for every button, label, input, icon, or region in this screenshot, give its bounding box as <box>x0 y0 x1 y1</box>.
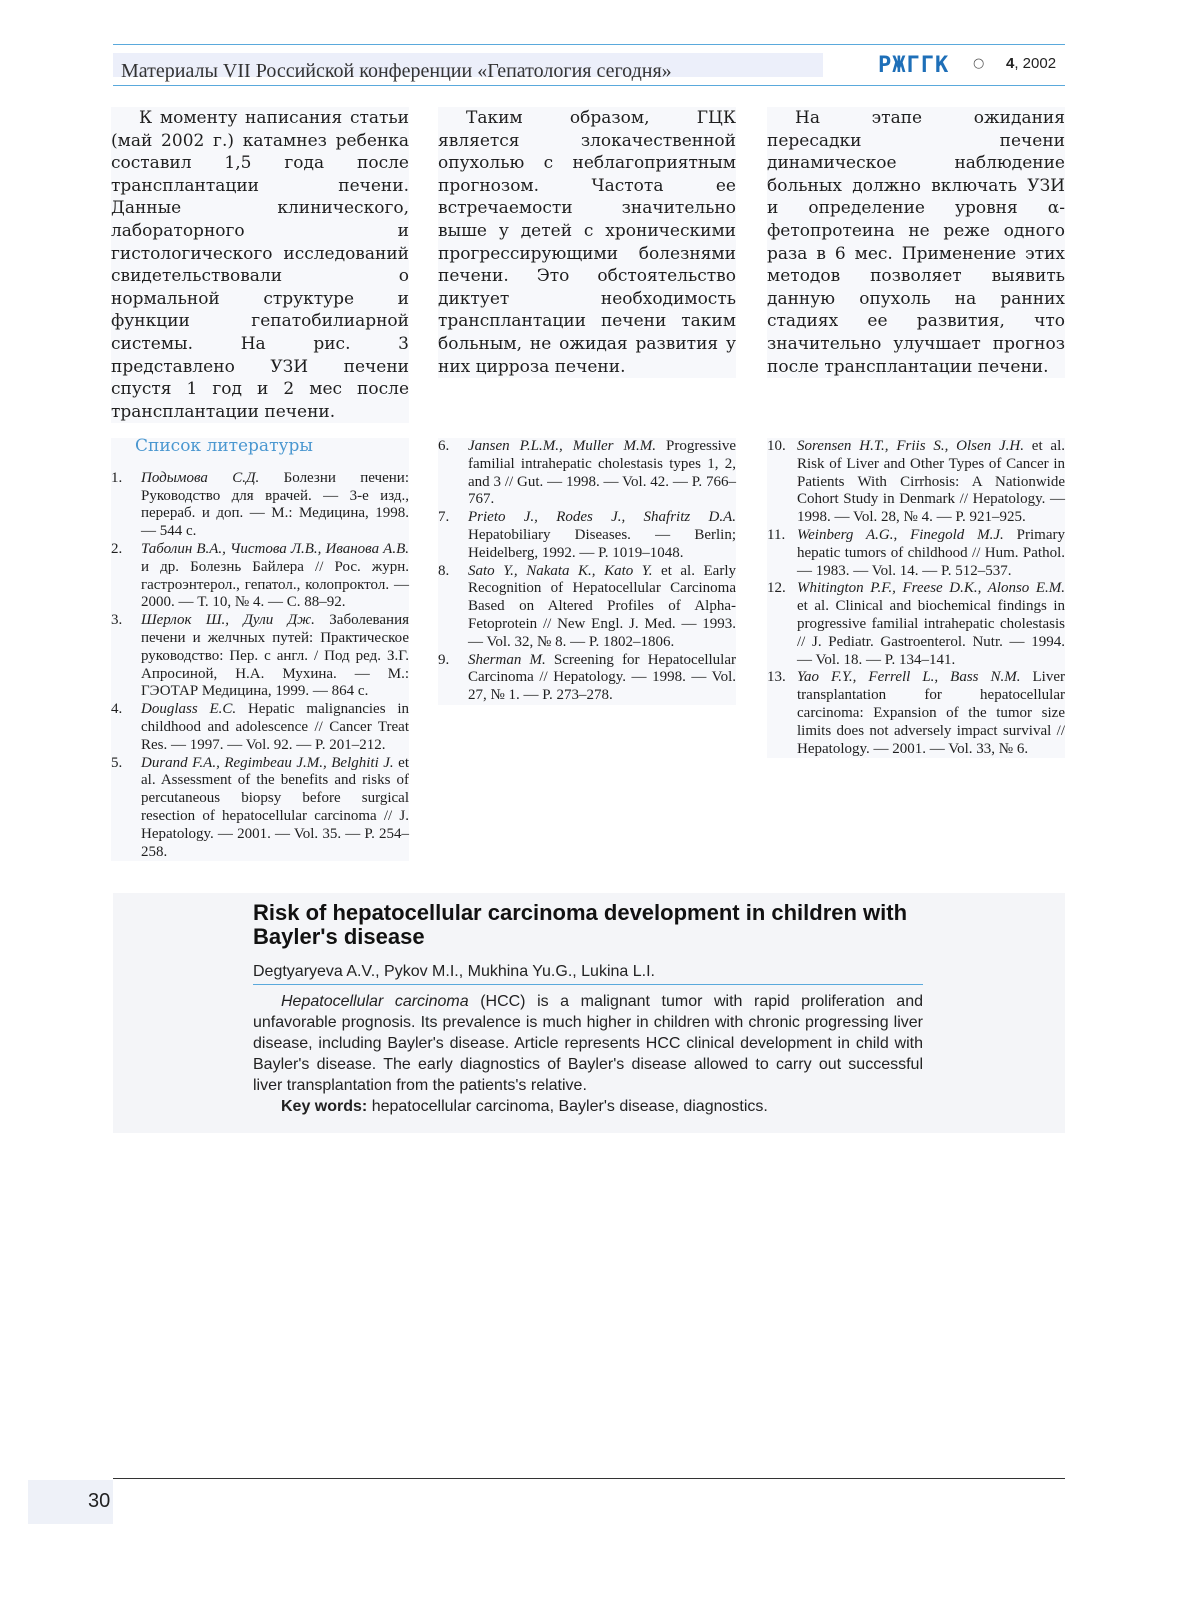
issue-year: , 2002 <box>1014 55 1057 72</box>
reference-item <box>111 470 409 541</box>
body-paragraph: На этапе ожидания пересадки печени динамическое наблюдение больных должно включать УЗИ и определение уровня α-фетопротеина не реже одного раза в 6 мес. Применение этих методов позволяет выявить данную опухоль на ранних стадиях ее развития, что значительно улучшает прогноз после трансплантации печени. <box>767 108 1065 377</box>
reference-text: et al. Clinical and biochemical findings in progressive familial intrahepatic cholestasis // J. Pediatr. Gastroenterol. Nutr. — 1994. — Vol. 18. — P. 134–141. <box>797 598 1065 668</box>
footer-rule <box>113 1478 1065 1479</box>
reference-item <box>111 755 409 862</box>
reference-authors: Sato Y., Nakata K., Kato Y. <box>468 562 653 579</box>
reference-text: и др. Болезнь Байлера // Рос. журн. гастроэнтерол., гепатол., колопроктол. — 2000. — Т. 10, № 4. — С. 88–92. <box>141 558 409 611</box>
reference-item <box>767 527 1065 580</box>
reference-authors: Durand F.A., Regimbeau J.M., Belghiti J. <box>141 754 394 771</box>
body-column-3 <box>767 107 1065 378</box>
reference-number: 10. <box>767 438 786 454</box>
reference-list <box>111 470 409 862</box>
reference-number: 1. <box>111 469 123 486</box>
reference-authors: Sorensen H.T., Friis S., Olsen J.H. <box>797 438 1024 454</box>
abstract-text <box>253 991 923 1096</box>
abstract-keywords <box>253 1096 923 1117</box>
reference-number: 3. <box>111 612 123 629</box>
reference-authors: Whitington P.F., Freese D.K., Alonso E.M. <box>797 580 1065 597</box>
references-heading: Список литературы <box>135 436 313 456</box>
reference-item <box>438 509 736 562</box>
reference-text: Hepatic malignancies in childhood and adolescence // Cancer Treat Res. — 1997. — Vol. 92. — P. 201–212. <box>141 701 410 753</box>
bullet-icon: ○ <box>973 56 985 71</box>
reference-text: Primary hepatic tumors of childhood // Hum. Pathol. — 1983. — Vol. 14. — P. 512–537. <box>797 526 1065 579</box>
reference-number: 9. <box>438 651 450 668</box>
reference-authors: Jansen P.L.M., Muller M.M. <box>468 438 656 454</box>
reference-number: 7. <box>438 509 450 526</box>
references-column-3 <box>767 438 1065 758</box>
reference-item <box>438 652 736 705</box>
reference-item <box>111 701 409 754</box>
reference-number: 5. <box>111 754 123 771</box>
body-paragraph: К моменту написания статьи (май 2002 г.) катамнез ребенка составил 1,5 года после трансплантации печени. Данные клинического, лабораторного и гистологического исследований свидетельствовали о нормальной структуре и функции гепатобилиарной системы. На рис. 3 представлено УЗИ печени спустя 1 год и 2 мес после трансплантации печени. <box>111 108 409 422</box>
keywords-label: Key words: <box>281 1098 368 1115</box>
reference-text: Progressive familial intrahepatic cholestasis types 1, 2, and 3 // Gut. — 1998. — Vol. 42. — P. 766–767. <box>468 438 736 508</box>
reference-number: 13. <box>767 669 786 686</box>
reference-text: et al. Early Recognition of Hepatocellular Carcinoma Based on Altered Profiles of Alpha-Fetoprotein // New Engl. J. Med. — 1993. — Vol. 32, № 8. — P. 1802–1806. <box>468 562 736 650</box>
page-number: 30 <box>88 1490 111 1512</box>
abstract-title: Risk of hepatocellular carcinoma development in children with Bayler's disease <box>253 900 908 949</box>
reference-authors: Yao F.Y., Ferrell L., Bass N.M. <box>797 669 1021 686</box>
body-column-1 <box>111 107 409 423</box>
abstract-lead: Hepatocellular carcinoma <box>281 993 469 1010</box>
body-column-2 <box>438 107 736 378</box>
reference-item <box>767 438 1065 527</box>
reference-authors: Prieto J., Rodes J., Shafritz D.A. <box>468 509 736 526</box>
keywords-text: hepatocellular carcinoma, Bayler's disease, diagnostics. <box>367 1098 768 1115</box>
conference-title: Материалы VII Российской конференции «Гепатология сегодня» <box>121 60 672 82</box>
reference-text: Hepatobiliary Diseases. — Berlin; Heidelberg, 1992. — P. 1019–1048. <box>468 526 736 561</box>
reference-authors: Шерлок Ш., Дули Дж. <box>141 612 315 629</box>
reference-number: 4. <box>111 701 123 718</box>
english-abstract <box>113 893 1065 1133</box>
reference-number: 11. <box>767 526 786 543</box>
reference-item <box>111 612 409 701</box>
reference-authors: Douglass E.C. <box>141 701 237 718</box>
reference-number: 6. <box>438 438 450 454</box>
reference-text: Болезни печени: Руководство для врачей. — 3-е изд., перераб. и доп. — М.: Медицина, 1998. — 544 с. <box>141 469 409 540</box>
header-band <box>113 53 823 82</box>
reference-text: Liver transplantation for hepatocellular carcinoma: Expansion of the tumor size limits does not adversely impact survival // Hepatology. — 2001. — Vol. 33, № 6. <box>797 669 1065 757</box>
reference-item <box>767 669 1065 758</box>
reference-list <box>767 438 1065 758</box>
reference-authors: Weinberg A.G., Finegold M.J. <box>797 526 1004 543</box>
reference-number: 12. <box>767 580 786 597</box>
issue-info <box>1006 55 1056 72</box>
reference-authors: Sherman M. <box>468 651 546 668</box>
reference-item <box>438 563 736 652</box>
issue-number: 4 <box>1006 55 1015 72</box>
reference-number: 8. <box>438 562 450 579</box>
running-header <box>113 44 1065 86</box>
body-paragraph: Таким образом, ГЦК является злокачественной опухолью с неблагоприятным прогнозом. Частота ее встречаемости значительно выше у детей с хроническими прогрессирующими болезнями печени. Это обстоятельство диктует необходимость трансплантации печени таким больным, не ожидая развития у них цирроза печени. <box>438 108 736 377</box>
reference-item <box>438 438 736 509</box>
abstract-content <box>253 901 923 1117</box>
journal-logo: РЖГГК <box>878 53 950 78</box>
abstract-body: (HCC) is a malignant tumor with rapid proliferation and unfavorable prognosis. Its prevalence is much higher in children with chronic progressing liver disease, including Bayler's disease. Article represents HCC clinical development in child with Bayler's disease. The early diagnostics of Bayler's disease allowed to carry out successful liver transplantation from the patients's relative. <box>253 993 923 1094</box>
references-column-1 <box>111 438 409 861</box>
reference-number: 2. <box>111 540 123 557</box>
reference-authors: Таболин В.А., Чистова Л.В., Иванова А.В. <box>141 540 409 557</box>
reference-item <box>111 541 409 612</box>
reference-text: et al. Assessment of the benefits and risks of percutaneous biopsy before surgical resection of hepatocellular carcinoma // J. Hepatology. — 2001. — Vol. 35. — P. 254–258. <box>141 754 409 860</box>
references-column-2 <box>438 438 736 705</box>
reference-text: et al. Risk of Liver and Other Types of Cancer in Patients With Cirrhosis: A Nationwide Cohort Study in Denmark // Hepatology. — 1998. — Vol. 28, № 4. — P. 921–925. <box>797 438 1065 526</box>
reference-list <box>438 438 736 705</box>
reference-authors: Подымова С.Д. <box>141 469 260 486</box>
reference-text: Screening for Hepatocellular Carcinoma // Hepatology. — 1998. — Vol. 27, № 1. — P. 273–278. <box>468 651 737 704</box>
reference-text: Заболевания печени и желчных путей: Практическое руководство: Пер. с англ. / Под ред. З.Г. Апросиной, Н.А. Мухина. — М.: ГЭОТАР Медицина, 1999. — 864 с. <box>141 612 410 700</box>
abstract-authors: Degtyaryeva A.V., Pykov M.I., Mukhina Yu.G., Lukina L.I. <box>253 963 923 985</box>
reference-item <box>767 580 1065 669</box>
